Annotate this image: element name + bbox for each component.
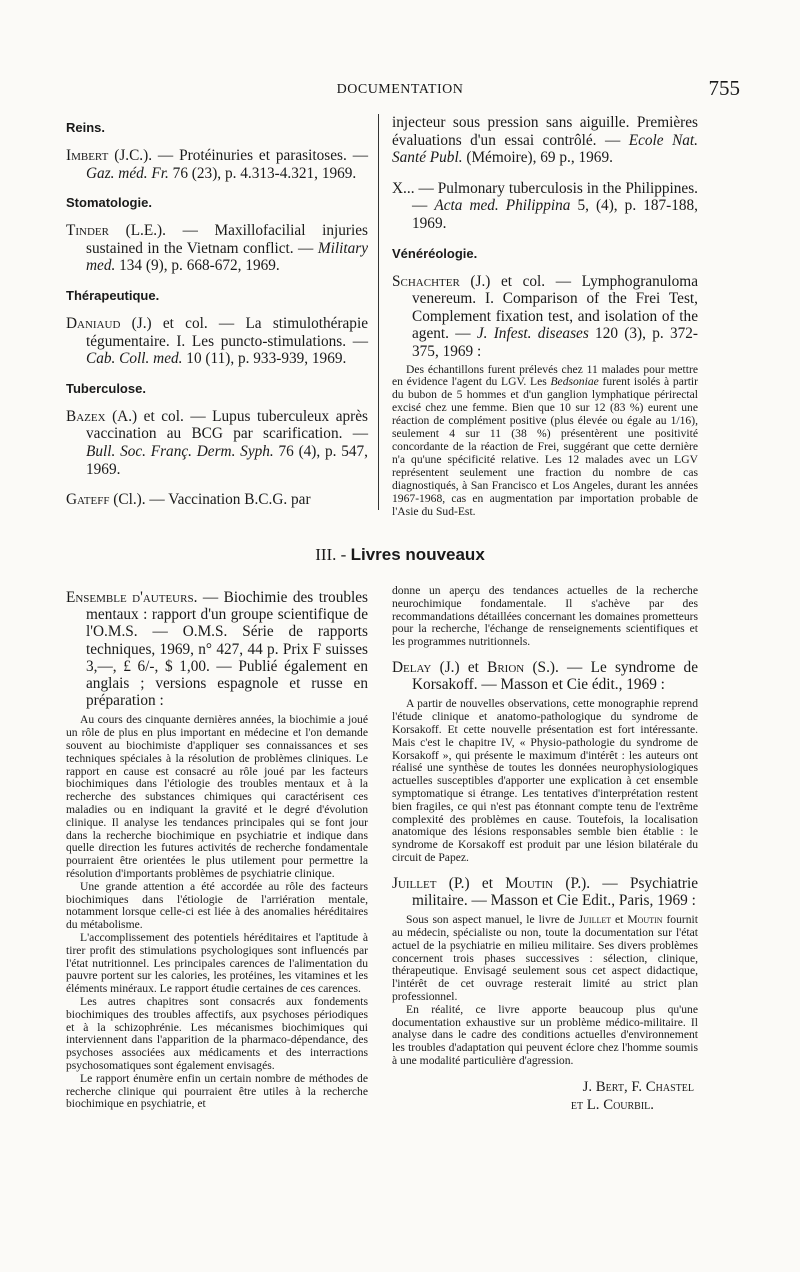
author: Moutin bbox=[505, 874, 554, 892]
review-paragraph: Le rapport énumère enfin un certain nombre de méthodes de recherche clinique qui pourraient être utiles à la recherche biochimique en psychiatrie, et bbox=[66, 1071, 368, 1111]
source-title: Ecole Nat. Santé Publ. bbox=[392, 131, 698, 167]
citation-text: 134 (9), p. 668-672, 1969. bbox=[115, 257, 280, 275]
reference-entry bbox=[66, 147, 368, 182]
citation-text: (A.) et col. — Lupus tuberculeux après vaccination au BCG par scarification. — bbox=[86, 407, 368, 443]
author: Gateff bbox=[66, 491, 110, 509]
review-text: Sous son aspect manuel, le livre de bbox=[406, 913, 579, 927]
citation-text: X... — Pulmonary tuberculosis in the Philippines. — bbox=[392, 179, 698, 215]
section-heading-stomatologie: Stomatologie. bbox=[66, 195, 152, 211]
reference-entry bbox=[66, 491, 368, 509]
part-title bbox=[0, 545, 800, 565]
page-number: 755 bbox=[708, 76, 740, 100]
citation-text: (J.) et bbox=[431, 658, 488, 676]
author: Ensemble d'auteurs. bbox=[66, 589, 198, 606]
author: Juillet bbox=[578, 913, 612, 927]
author: Moutin bbox=[627, 913, 663, 927]
journal-title: Gaz. méd. Fr. bbox=[86, 164, 169, 182]
review-paragraph: En réalité, ce livre apporte beaucoup plus qu'une documentation exhaustive sur un problème médico-militaire. Il analyse dans le cadre des conditions actuelles d'environnement les troubles d'adaptation qui peuvent éclore chez l'homme soumis à une modalité particulière d'agression. bbox=[392, 1002, 698, 1067]
citation-text: (S.). — Le syndrome de Korsakoff. — Masson et Cie édit., 1969 : bbox=[412, 658, 698, 694]
reference-entry bbox=[392, 180, 698, 233]
review-paragraph: Les autres chapitres sont consacrés aux fondements biochimiques des troubles affectifs, aux psychoses périodiques et à la schizophrénie. Les mécanismes biochimiques qui interviennent dans l'apparition de la pharmaco-dépendance, des psychoses associées aux médicaments et des interractions psychosomatiques sont également envisagés. bbox=[66, 994, 368, 1072]
bottom-left-column bbox=[66, 585, 368, 1111]
book-entry bbox=[392, 875, 698, 909]
part-heading: Livres nouveaux bbox=[350, 545, 485, 564]
author: Juillet bbox=[392, 874, 437, 892]
review-text: et bbox=[611, 913, 628, 927]
author: Delay bbox=[392, 658, 432, 676]
reference-entry bbox=[392, 273, 698, 361]
section-heading-reins: Reins. bbox=[66, 120, 106, 135]
signature-line: et L. Courbil. bbox=[570, 1096, 654, 1113]
running-title: DOCUMENTATION bbox=[336, 82, 464, 97]
journal-title: Bull. Soc. Franç. Derm. Syph. bbox=[86, 442, 274, 460]
abstract-text: Des échantillons furent prélevés chez 11 malades pour mettre en évidence l'agent du LGV. Les bbox=[392, 362, 698, 389]
citation-text: (J.) et col. — Lymphogranuloma venereum. I. Comparison of the Frei Test, Complement fixation test, and isolation of the agent. — bbox=[412, 272, 698, 343]
journal-title: Cab. Coll. med. bbox=[86, 350, 183, 368]
section-heading-therapeutique: Thérapeutique. bbox=[66, 287, 160, 303]
section-heading-tuberculose: Tuberculose. bbox=[66, 380, 146, 396]
citation-text: injecteur sous pression sans aiguille. Premières évaluations d'un essai contrôlé. — bbox=[392, 114, 698, 149]
citation-text: (L.E.). — Maxillofacilial injuries sustained in the Vietnam conflict. — bbox=[86, 222, 368, 257]
abstract-text: furent isolés à partir du bubon de 5 hommes et d'un ganglion lymphatique périrectal excisé chez une femme. Bien que 10 sur 12 (83 %) eurent une réaction de complément positive (plus élevée ou égale au 1/16), seulement 4 sur 11 (38 %) présentèrent une positivité concordante de la réaction de Frei, suggérant que cette dernière n'a qu'une spécificité relative. Les 12 malades avec un LGV représentent seulement une fraction du nombre de cas diagnostiqués, à San Francisco et Los Angeles, durant les années 1967-1968, cas en augmentation par importation probable de l'Asie du Sud-Est. bbox=[392, 375, 699, 518]
section-heading-venereologie: Vénéréologie. bbox=[392, 245, 478, 261]
bottom-right-column bbox=[392, 585, 698, 1114]
journal-title: Military med. bbox=[86, 239, 368, 275]
review-paragraph bbox=[392, 914, 698, 1004]
column-divider bbox=[378, 114, 379, 510]
abstract-note bbox=[392, 364, 698, 519]
reference-entry bbox=[66, 315, 368, 368]
book-entry bbox=[392, 659, 698, 693]
citation-text: 120 (3), p. 372-375, 1969 : bbox=[412, 325, 699, 360]
author: Brion bbox=[487, 658, 525, 676]
book-entry bbox=[66, 589, 368, 709]
review-text: fournit au médecin, spécialiste ou non, toute la documentation sur l'état actuel de la psychiatrie en milieu militaire. Ses divers problèmes concernent trois phases successives : sélection, clinique, thérapeutique. Envisagé seulement sous cet aspect didactique, l'intérêt de cet ouvrage resterait limité au strict plan professionnel. bbox=[392, 913, 698, 1003]
author: Bazex bbox=[66, 407, 106, 425]
top-left-column bbox=[66, 114, 368, 522]
citation-text: (Mémoire), 69 p., 1969. bbox=[462, 149, 613, 167]
author: Tinder bbox=[66, 222, 109, 240]
signature bbox=[392, 1078, 698, 1114]
top-right-column bbox=[392, 114, 698, 518]
citation-text: (J.) et col. — La stimulothérapie tégumentaire. I. Les puncto-stimulations. — bbox=[86, 314, 368, 350]
citation-text: 76 (23), p. 4.313-4.321, 1969. bbox=[168, 164, 357, 182]
genus-name: Bedsoniae bbox=[550, 375, 599, 389]
citation-text: (P.). — Psychiatrie militaire. — Masson et Cie Edit., Paris, 1969 : bbox=[412, 874, 698, 909]
review-paragraph: donne un aperçu des tendances actuelles de la recherche neurochimique fondamentale. Il s'achève par des recommandations détaillées concernant les domaines prometteurs pour la recherche, l'échange de renseignements scientifiques et les programmes nutritionnels. bbox=[392, 584, 698, 649]
author: Imbert bbox=[66, 147, 109, 164]
citation-text: 10 (11), p. 933-939, 1969. bbox=[182, 350, 347, 368]
citation-text: (P.) et bbox=[436, 874, 506, 892]
author: Schachter bbox=[392, 272, 460, 290]
journal-title: Acta med. Philippina bbox=[434, 197, 571, 215]
reference-entry bbox=[66, 408, 368, 478]
citation-text: 5, (4), p. 187-188, 1969. bbox=[412, 197, 699, 232]
reference-continuation bbox=[392, 114, 698, 167]
citation-text: (J.C.). — Protéinuries et parasitoses. — bbox=[108, 147, 368, 164]
author: Daniaud bbox=[66, 314, 121, 332]
part-number: III. - bbox=[315, 545, 351, 564]
citation-text: — Biochimie des troubles mentaux : rapport d'un groupe scientifique de l'O.M.S. — O.M.S. Série de rapports techniques, 1969, n° 427, 44 p. Prix F suisses 3,—, £ 6/-, $ 1,00. — Publié également en anglais ; versions espagnole et russe en préparation : bbox=[86, 589, 368, 710]
review-paragraph: L'accomplissement des potentiels héréditaires et l'aptitude à tirer profit des stimulations psychologiques sont influencés par l'état nutritionnel. Les principales carences de l'alimentation du pauvre portent sur les calories, les protéines, les vitamines et les éléments minéraux. Le rapport étudie certaines de ces carences. bbox=[66, 930, 368, 996]
review-paragraph: Une grande attention a été accordée au rôle des facteurs biochimiques dans l'étiologie de l'arriération mentale, notamment lorsque celle-ci est liée à des anomalies héréditaires du métabolisme. bbox=[66, 879, 368, 932]
citation-text: 76 (4), p. 547, 1969. bbox=[86, 442, 369, 478]
journal-title: J. Infest. diseases bbox=[476, 325, 589, 343]
citation-text: (Cl.). — Vaccination B.C.G. par bbox=[109, 491, 311, 509]
review-paragraph: A partir de nouvelles observations, cette monographie reprend l'étude clinique et anatomo-pathologique du syndrome de Korsakoff. Et cette nouvelle présentation est fort intéressante. Mais c'est le chapitre IV, « Physio-pathologie du syndrome de Korsakoff », qui présente le maximum d'intérêt : les auteurs ont réalisé une synthèse de toutes les données neurophysiologiques actuelles susceptibles d'apporter une explication à cet ensemble symptomatique si étrange. Les tentatives d'interprétation restent bien fragiles, ce qui n'est pas étonnant compte tenu de l'extrême complexité des problèmes en cause. Toutefois, la localisation anatomique des lésions responsables semble bien établie : le syndrome de Korsakoff est produit par une lésion bilatérale du circuit de Papez. bbox=[392, 697, 698, 864]
review-paragraph: Au cours des cinquante dernières années, la biochimie a joué un rôle de plus en plus important en médecine et l'on demande souvent au biochimiste d'appliquer ses connaissances et ses techniques spéciales à la résolution de problèmes cliniques. Le rapport en cause est consacré au rôle joué par les facteurs biochimiques dans l'étiologie des troubles mentaux et à la recherche des substances chimiques qui caractérisent ces maladies ou en indiquant la gravité et le degré d'évolution clinique. Il analyse les tendances principales qui se font jour dans la recherche biochimique en psychiatrie et indique dans quelle direction les futures activités de recherche fondamentale pourraient être orientées le plus utilement pour permettre la résolution d'importants problèmes de psychiatrie clinique. bbox=[66, 713, 368, 880]
signature-line: J. Bert, F. Chastel bbox=[582, 1078, 694, 1095]
reference-entry bbox=[66, 222, 368, 275]
